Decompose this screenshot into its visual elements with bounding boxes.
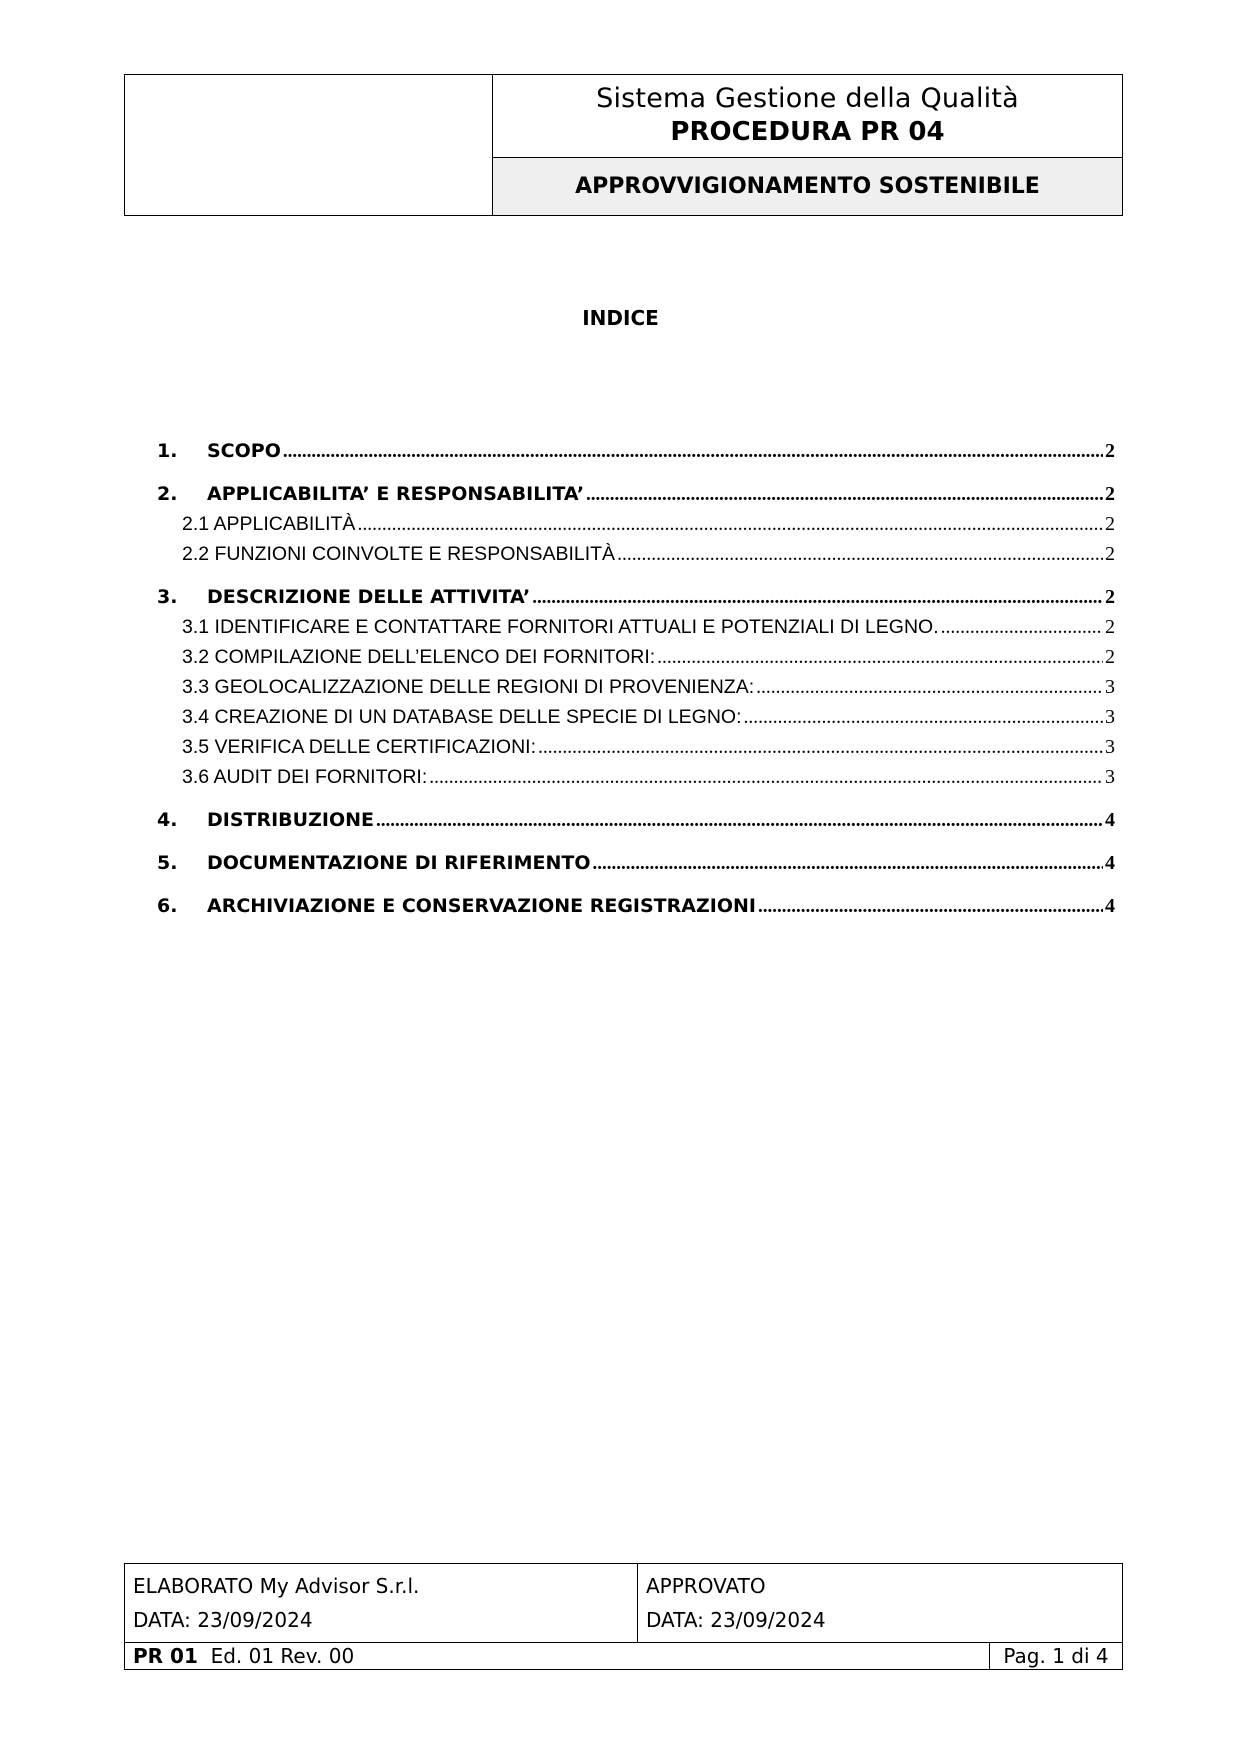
document-footer-table [124,1563,1123,1670]
toc-entry[interactable] [157,736,1115,766]
toc-dot-leader [586,484,1103,506]
toc-entry-title: DESCRIZIONE DELLE ATTIVITA’ [207,586,531,608]
toc-dot-leader [617,544,1103,566]
toc-entry-page: 2 [1105,543,1115,565]
toc-entry[interactable] [157,543,1115,573]
toc-entry-title: ARCHIVIAZIONE E CONSERVAZIONE REGISTRAZIONI [207,895,756,917]
toc-entry[interactable] [157,676,1115,706]
toc-entry-page: 2 [1105,616,1115,638]
toc-entry[interactable] [157,646,1115,676]
toc-entry[interactable] [157,616,1115,646]
toc-entry[interactable] [157,440,1115,470]
elaborato-date: DATA: 23/09/2024 [133,1608,313,1632]
toc-entry-number: 2. [157,483,178,505]
approvato-date: DATA: 23/09/2024 [646,1608,826,1632]
toc-entry-title: 3.5 VERIFICA DELLE CERTIFICAZIONI: [182,736,536,758]
toc-entry-page: 3 [1105,766,1115,788]
elaborato-cell [125,1564,638,1642]
document-header-table [124,74,1123,216]
header-title-cell [493,75,1122,158]
toc-entry-page: 4 [1105,809,1115,831]
toc-entry-number: 3. [157,586,178,608]
elaborato-label: ELABORATO My Advisor S.r.l. [133,1574,420,1598]
toc-entry-title: 3.3 GEOLOCALIZZAZIONE DELLE REGIONI DI PROVENIENZA: [182,676,755,698]
toc-entry-title: 3.6 AUDIT DEI FORNITORI: [182,766,428,788]
table-of-contents [157,440,1115,925]
toc-entry[interactable] [157,895,1115,925]
toc-entry-page: 4 [1105,852,1115,874]
toc-entry-title: SCOPO [207,440,281,462]
toc-entry-title: 2.1 APPLICABILITÀ [182,513,356,535]
toc-entry-title: DOCUMENTAZIONE DI RIFERIMENTO [207,852,591,874]
toc-entry-number: 5. [157,852,178,874]
toc-entry[interactable] [157,513,1115,543]
toc-entry-page: 2 [1105,440,1115,462]
toc-entry-number: 6. [157,895,178,917]
toc-dot-leader [283,441,1103,463]
header-info [493,75,1122,215]
procedure-code: PROCEDURA PR 04 [670,117,945,147]
toc-entry-page: 3 [1105,736,1115,758]
toc-dot-leader [532,587,1103,609]
toc-entry-page: 4 [1105,895,1115,917]
toc-entry-number: 4. [157,809,178,831]
toc-dot-leader [592,853,1103,875]
toc-entry[interactable] [157,706,1115,736]
index-title: INDICE [582,306,659,330]
toc-entry-page: 2 [1105,513,1115,535]
toc-entry-page: 2 [1105,646,1115,668]
toc-dot-leader [758,896,1103,918]
logo-cell [125,75,493,215]
document-code [125,1643,989,1670]
toc-entry-title: 3.1 IDENTIFICARE E CONTATTARE FORNITORI ATTUALI E POTENZIALI DI LEGNO. [182,616,939,638]
procedure-subject: APPROVVIGIONAMENTO SOSTENIBILE [493,158,1122,215]
toc-entry[interactable] [157,766,1115,796]
page-number: Pag. 1 di 4 [989,1643,1122,1670]
toc-dot-leader [357,514,1103,536]
toc-entry[interactable] [157,586,1115,616]
toc-entry-title: DISTRIBUZIONE [207,809,374,831]
approvato-cell [638,1564,1122,1642]
document-edition: Ed. 01 Rev. 00 [210,1644,355,1668]
toc-dot-leader [429,767,1103,789]
toc-dot-leader [744,707,1103,729]
toc-entry[interactable] [157,852,1115,882]
document-code-id: PR 01 [133,1644,198,1668]
toc-entry-title: 3.4 CREAZIONE DI UN DATABASE DELLE SPECIE DI LEGNO: [182,706,742,728]
toc-dot-leader [657,647,1103,669]
toc-entry-page: 2 [1105,586,1115,608]
toc-entry-page: 2 [1105,483,1115,505]
toc-dot-leader [538,737,1103,759]
approvato-label: APPROVATO [646,1574,766,1598]
toc-entry-title: APPLICABILITA’ E RESPONSABILITA’ [207,483,585,505]
toc-dot-leader [376,810,1103,832]
system-title: Sistema Gestione della Qualità [596,83,1019,114]
toc-entry[interactable] [157,809,1115,839]
toc-entry-title: 2.2 FUNZIONI COINVOLTE E RESPONSABILITÀ [182,543,616,565]
toc-entry[interactable] [157,483,1115,513]
toc-entry-number: 1. [157,440,178,462]
toc-entry-title: 3.2 COMPILAZIONE DELL’ELENCO DEI FORNITORI: [182,646,656,668]
toc-dot-leader [756,677,1103,699]
toc-entry-page: 3 [1105,676,1115,698]
toc-dot-leader [941,617,1103,639]
toc-entry-page: 3 [1105,706,1115,728]
